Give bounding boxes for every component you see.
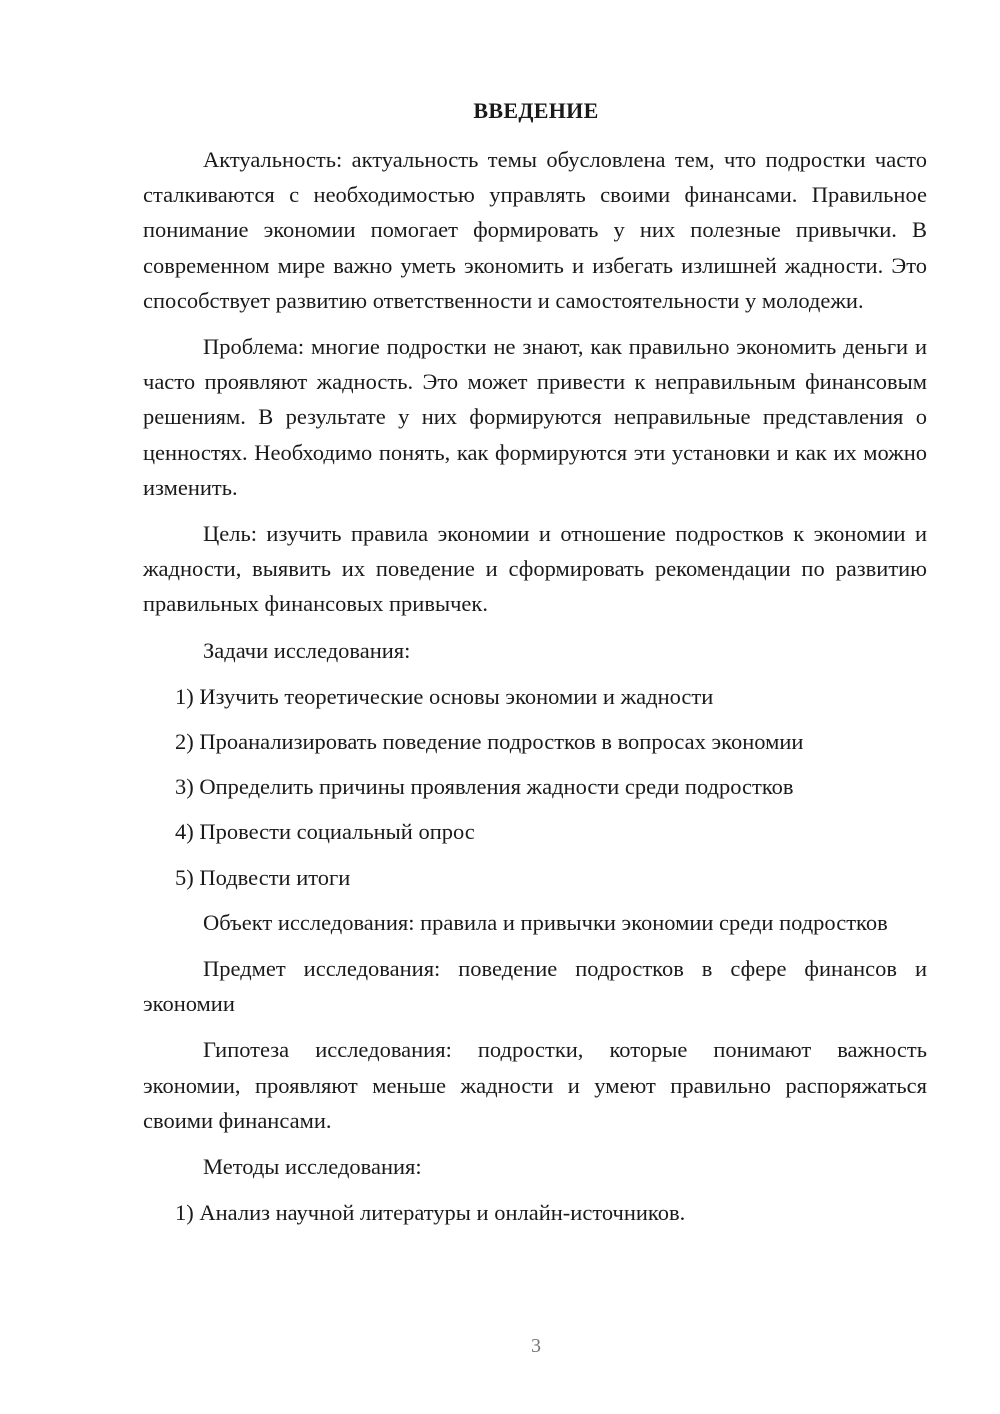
paragraph-relevance: Актуальность: актуальность темы обусловлена тем, что подростки часто сталкиваются с необходимостью управлять своими финансами. Правильное понимание экономии помогает формировать у них полезные привычки. В современном мире важно уметь экономить и избегать излишней жадности. Это способствует развитию ответственности и самостоятельности у молодежи.: [143, 147, 927, 313]
document-body: [143, 142, 927, 1240]
page-number: 3: [531, 1335, 541, 1357]
list-item: 1) Анализ научной литературы и онлайн-источников.: [175, 1200, 686, 1226]
list-item: 5) Подвести итоги: [175, 864, 351, 890]
tasks-heading: Задачи исследования:: [203, 637, 411, 663]
list-item: 1) Изучить теоретические основы экономии и жадности: [175, 683, 714, 709]
page-title: ВВЕДЕНИЕ: [473, 98, 599, 123]
methods-heading: Методы исследования:: [203, 1154, 422, 1180]
list-item: 4) Провести социальный опрос: [175, 819, 475, 845]
tasks-list: [143, 679, 927, 895]
paragraph-object: Объект исследования: правила и привычки экономии среди подростков: [203, 909, 888, 935]
list-item: 3) Определить причины проявления жадности среди подростков: [175, 774, 794, 800]
methods-list: [143, 1195, 927, 1230]
paragraph-hypothesis: Гипотеза исследования: подростки, которые понимают важность экономии, проявляют меньше жадности и умеют правильно распоряжаться своими финансами.: [143, 1037, 927, 1133]
paragraph-subject: Предмет исследования: поведение подростков в сфере финансов и экономии: [143, 956, 927, 1017]
paragraph-problem: Проблема: многие подростки не знают, как правильно экономить деньги и часто проявляют жадность. Это может привести к неправильным финансовым решениям. В результате у них формируются неправильные представления о ценностях. Необходимо понять, как формируются эти установки и как их можно изменить.: [143, 334, 927, 500]
list-item: 2) Проанализировать поведение подростков в вопросах экономии: [175, 729, 804, 755]
paragraph-goal: Цель: изучить правила экономии и отношение подростков к экономии и жадности, выявить их поведение и сформировать рекомендации по развитию правильных финансовых привычек.: [143, 521, 927, 617]
